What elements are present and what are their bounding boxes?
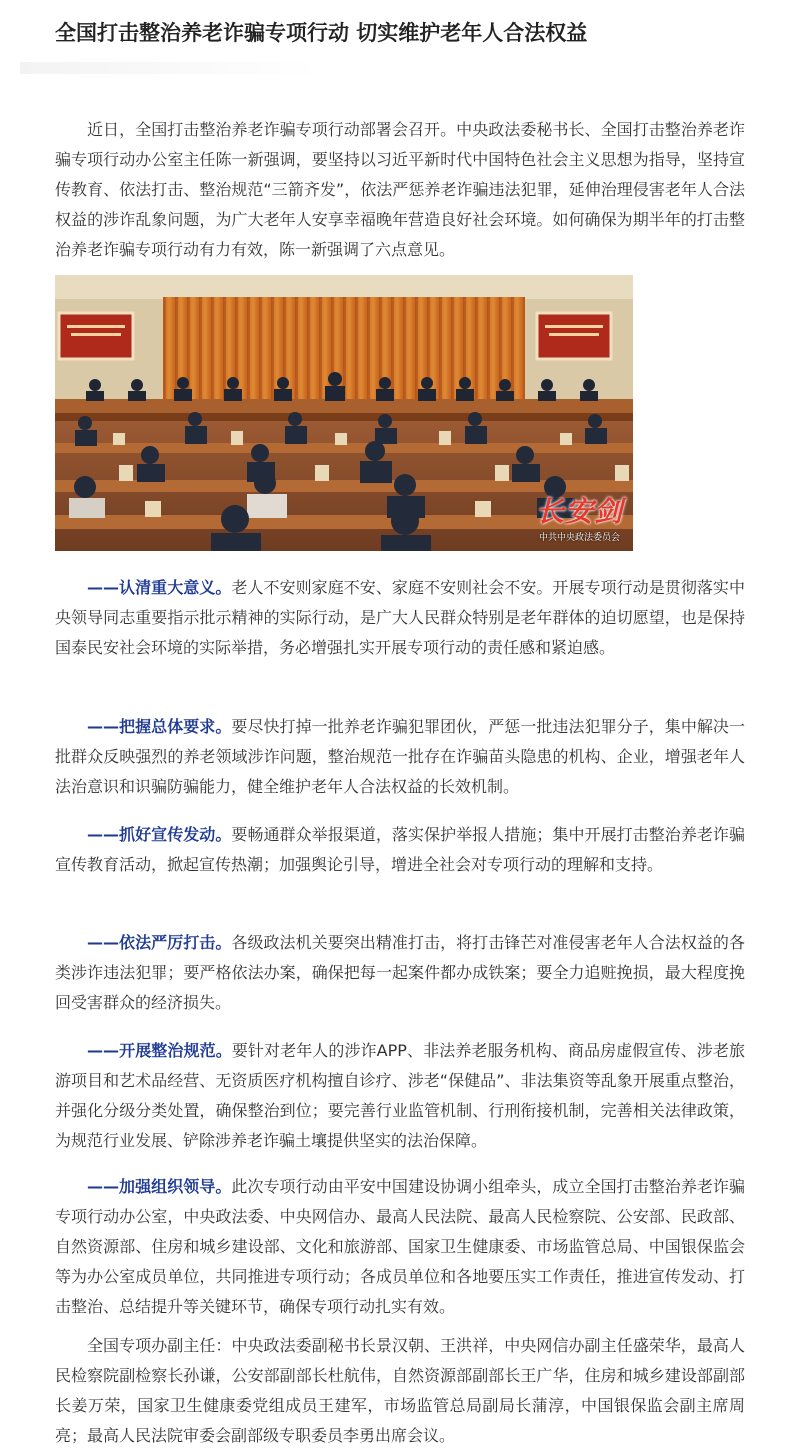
point-paragraph xyxy=(55,928,745,1018)
point-lead: ——抓好宣传发动。 xyxy=(87,825,232,844)
point-lead: ——把握总体要求。 xyxy=(87,717,232,736)
point-lead: ——认清重大意义。 xyxy=(87,578,232,597)
point-paragraph xyxy=(55,1036,745,1156)
point-text: 要畅通群众举报渠道，落实保护举报人措施；集中开展打击整治养老诈骗宣传教育活动，掀起宣传热潮；加强舆论引导，增进全社会对专项行动的理解和支持。 xyxy=(55,825,745,874)
point-text: 要尽快打掉一批养老诈骗犯罪团伙，严惩一批违法犯罪分子，集中解决一批群众反映强烈的养老领域涉诈问题，整治规范一批存在诈骗苗头隐患的机构、企业，增强老年人法治意识和识骗防骗能力，健全维护老年人合法权益的长效机制。 xyxy=(55,717,745,796)
watermark xyxy=(536,490,623,543)
point-text: 要针对老年人的涉诈APP、非法养老服务机构、商品房虚假宣传、涉老旅游项目和艺术品经营、无资质医疗机构擅自诊疗、涉老“保健品”、非法集资等乱象开展重点整治，并强化分级分类处置，确保整治到位；要完善行业监管机制、行刑衔接机制，完善相关法律政策，为规范行业发展、铲除涉养老诈骗土壤提供坚实的法治保障。 xyxy=(55,1041,745,1150)
point-lead: ——依法严厉打击。 xyxy=(87,933,232,952)
watermark-logo: 长安剑 xyxy=(535,495,623,528)
point-lead: ——加强组织领导。 xyxy=(87,1177,232,1196)
point-text: 此次专项行动由平安中国建设协调小组牵头，成立全国打击整治养老诈骗专项行动办公室，中央政法委、中央网信办、最高人民法院、最高人民检察院、公安部、民政部、自然资源部、住房和城乡建设部、文化和旅游部、国家卫生健康委、市场监管总局、中国银保监会等为办公室成员单位，共同推进专项行动；各成员单位和各地要压实工作责任，推进宣传发动、打击整治、总结提升等关键环节，确保专项行动扎实有效。 xyxy=(55,1177,745,1316)
point-lead: ——开展整治规范。 xyxy=(87,1041,232,1060)
point-paragraph xyxy=(55,712,745,802)
point-paragraph xyxy=(55,573,745,663)
point-paragraph xyxy=(55,1172,745,1322)
point-text: 老人不安则家庭不安、家庭不安则社会不安。开展专项行动是贯彻落实中央领导同志重要指示批示精神的实际行动，是广大人民群众特别是老年群体的迫切愿望，也是保持国泰民安社会环境的实际举措，务必增强扎实开展专项行动的责任感和紧迫感。 xyxy=(55,578,745,657)
point-paragraph xyxy=(55,820,745,880)
title-divider xyxy=(20,62,320,74)
point-text: 各级政法机关要突出精准打击，将打击锋芒对准侵害老年人合法权益的各类涉诈违法犯罪；要严格依法办案，确保把每一起案件都办成铁案；要全力追赃挽损，最大程度挽回受害群众的经济损失。 xyxy=(55,933,745,1012)
closing-paragraph: 全国专项办副主任：中央政法委副秘书长景汉朝、王洪祥，中央网信办副主任盛荣华，最高人民检察院副检察长孙谦，公安部副部长杜航伟，自然资源部副部长王广华，住房和城乡建设部副部长姜万荣，国家卫生健康委党组成员王建军，市场监管总局副局长蒲淳，中国银保监会副主席周亮；最高人民法院审委会副部级专职委员李勇出席会议。 xyxy=(55,1336,745,1445)
watermark-subtitle: 中共中央政法委员会 xyxy=(538,533,620,543)
meeting-photo xyxy=(55,275,633,551)
article-title: 全国打击整治养老诈骗专项行动 切实维护老年人合法权益 xyxy=(55,21,588,45)
intro-paragraph: 近日，全国打击整治养老诈骗专项行动部署会召开。中央政法委秘书长、全国打击整治养老诈骗专项行动办公室主任陈一新强调，要坚持以习近平新时代中国特色社会主义思想为指导，坚持宣传教育、依法打击、整治规范“三箭齐发”，依法严惩养老诈骗违法犯罪，延伸治理侵害老年人合法权益的涉诈乱象问题，为广大老年人安享幸福晚年营造良好社会环境。如何确保为期半年的打击整治养老诈骗专项行动有力有效，陈一新强调了六点意见。 xyxy=(55,120,745,259)
